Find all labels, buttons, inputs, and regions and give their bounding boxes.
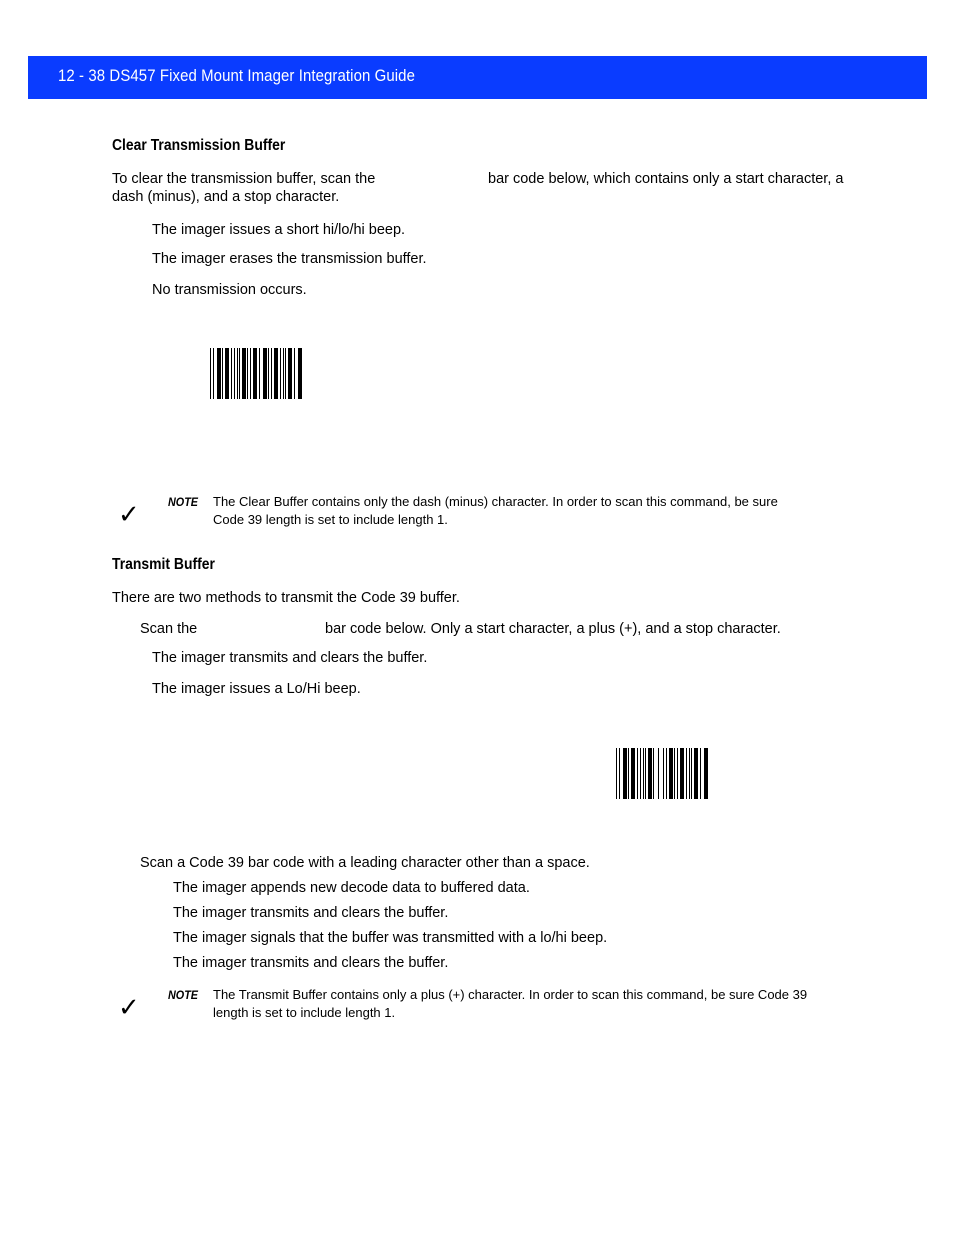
method2-step-1: The imager appends new decode data to buffered data. <box>173 880 530 896</box>
barcode-bar <box>686 748 687 799</box>
clear-step-3: No transmission occurs. <box>152 282 307 298</box>
clear-intro-part2: bar code below, which contains only a start character, a <box>488 171 844 187</box>
clear-intro-line2: dash (minus), and a stop character. <box>112 189 340 205</box>
transmit-intro: There are two methods to transmit the Code 39 buffer. <box>112 590 460 606</box>
barcode-bar <box>225 348 229 399</box>
barcode-bar <box>237 348 238 399</box>
barcode-bar <box>663 748 664 799</box>
barcode-bar <box>210 348 211 399</box>
barcode-bar <box>213 348 214 399</box>
barcode-bar <box>637 748 638 799</box>
checkmark-icon: ✓ <box>118 499 140 529</box>
note2-line2: length is set to include length 1. <box>213 1005 396 1020</box>
barcode-bar <box>247 348 248 399</box>
barcode-bar <box>253 348 257 399</box>
barcode-bar <box>689 748 690 799</box>
note2-label: NOTE <box>168 988 199 1002</box>
barcode-bar <box>631 748 635 799</box>
barcode-bar <box>298 348 302 399</box>
method1-step-2: The imager issues a Lo/Hi beep. <box>152 681 361 697</box>
clear-step-2: The imager erases the transmission buffer. <box>152 251 427 267</box>
barcode-bar <box>658 748 659 799</box>
clear-buffer-heading: Clear Transmission Buffer <box>112 137 286 154</box>
clear-buffer-barcode-icon[interactable] <box>210 348 306 399</box>
barcode-bar <box>234 348 235 399</box>
barcode-bar <box>648 748 652 799</box>
barcode-bar <box>274 348 278 399</box>
method2-step-3: The imager signals that the buffer was transmitted with a lo/hi beep. <box>173 930 608 946</box>
clear-intro-part1: To clear the transmission buffer, scan the <box>112 171 376 187</box>
barcode-bar <box>700 748 701 799</box>
barcode-bar <box>640 748 641 799</box>
barcode-bar <box>643 748 644 799</box>
barcode-bar <box>288 348 292 399</box>
barcode-bar <box>623 748 627 799</box>
barcode-bar <box>294 348 295 399</box>
barcode-bar <box>704 748 708 799</box>
barcode-bar <box>242 348 246 399</box>
barcode-bar <box>259 348 260 399</box>
barcode-bar <box>239 348 240 399</box>
barcode-bar <box>619 748 620 799</box>
barcode-bar <box>691 748 692 799</box>
barcode-bar <box>231 348 232 399</box>
transmit-buffer-barcode-icon[interactable] <box>616 748 712 799</box>
method1-part1: Scan the <box>140 621 198 637</box>
barcode-bar <box>645 748 646 799</box>
note2-line1: The Transmit Buffer contains only a plus (+) character. In order to scan this command, be sure Code 39 <box>213 987 808 1002</box>
method1-part2: bar code below. Only a start character, a plus (+), and a stop character. <box>325 621 781 637</box>
barcode-bar <box>674 748 675 799</box>
clear-step-1: The imager issues a short hi/lo/hi beep. <box>152 222 406 238</box>
barcode-bar <box>653 748 654 799</box>
barcode-bar <box>263 348 267 399</box>
barcode-bar <box>669 748 673 799</box>
barcode-bar <box>271 348 272 399</box>
page-header <box>28 56 927 99</box>
barcode-bar <box>680 748 684 799</box>
note1-line1: The Clear Buffer contains only the dash (minus) character. In order to scan this command, be sure <box>213 494 778 509</box>
note1-line2: Code 39 length is set to include length 1. <box>213 512 448 527</box>
barcode-bar <box>280 348 281 399</box>
barcode-bar <box>285 348 286 399</box>
barcode-bar <box>283 348 284 399</box>
barcode-bar <box>217 348 221 399</box>
method2-step-2: The imager transmits and clears the buffer. <box>173 905 449 921</box>
barcode-bar <box>666 748 667 799</box>
barcode-bar <box>222 348 223 399</box>
method1-step-1: The imager transmits and clears the buffer. <box>152 650 428 666</box>
barcode-bar <box>677 748 678 799</box>
barcode-bar <box>268 348 269 399</box>
checkmark-icon: ✓ <box>118 992 140 1022</box>
header-title: 12 - 38 DS457 Fixed Mount Imager Integration Guide <box>58 66 415 85</box>
barcode-bar <box>694 748 698 799</box>
transmit-buffer-heading: Transmit Buffer <box>112 556 215 573</box>
barcode-bar <box>250 348 251 399</box>
method2-step-4: The imager transmits and clears the buffer. <box>173 955 449 971</box>
barcode-bar <box>616 748 617 799</box>
barcode-bar <box>628 748 629 799</box>
method2-text: Scan a Code 39 bar code with a leading character other than a space. <box>140 855 590 871</box>
note1-label: NOTE <box>168 495 199 509</box>
